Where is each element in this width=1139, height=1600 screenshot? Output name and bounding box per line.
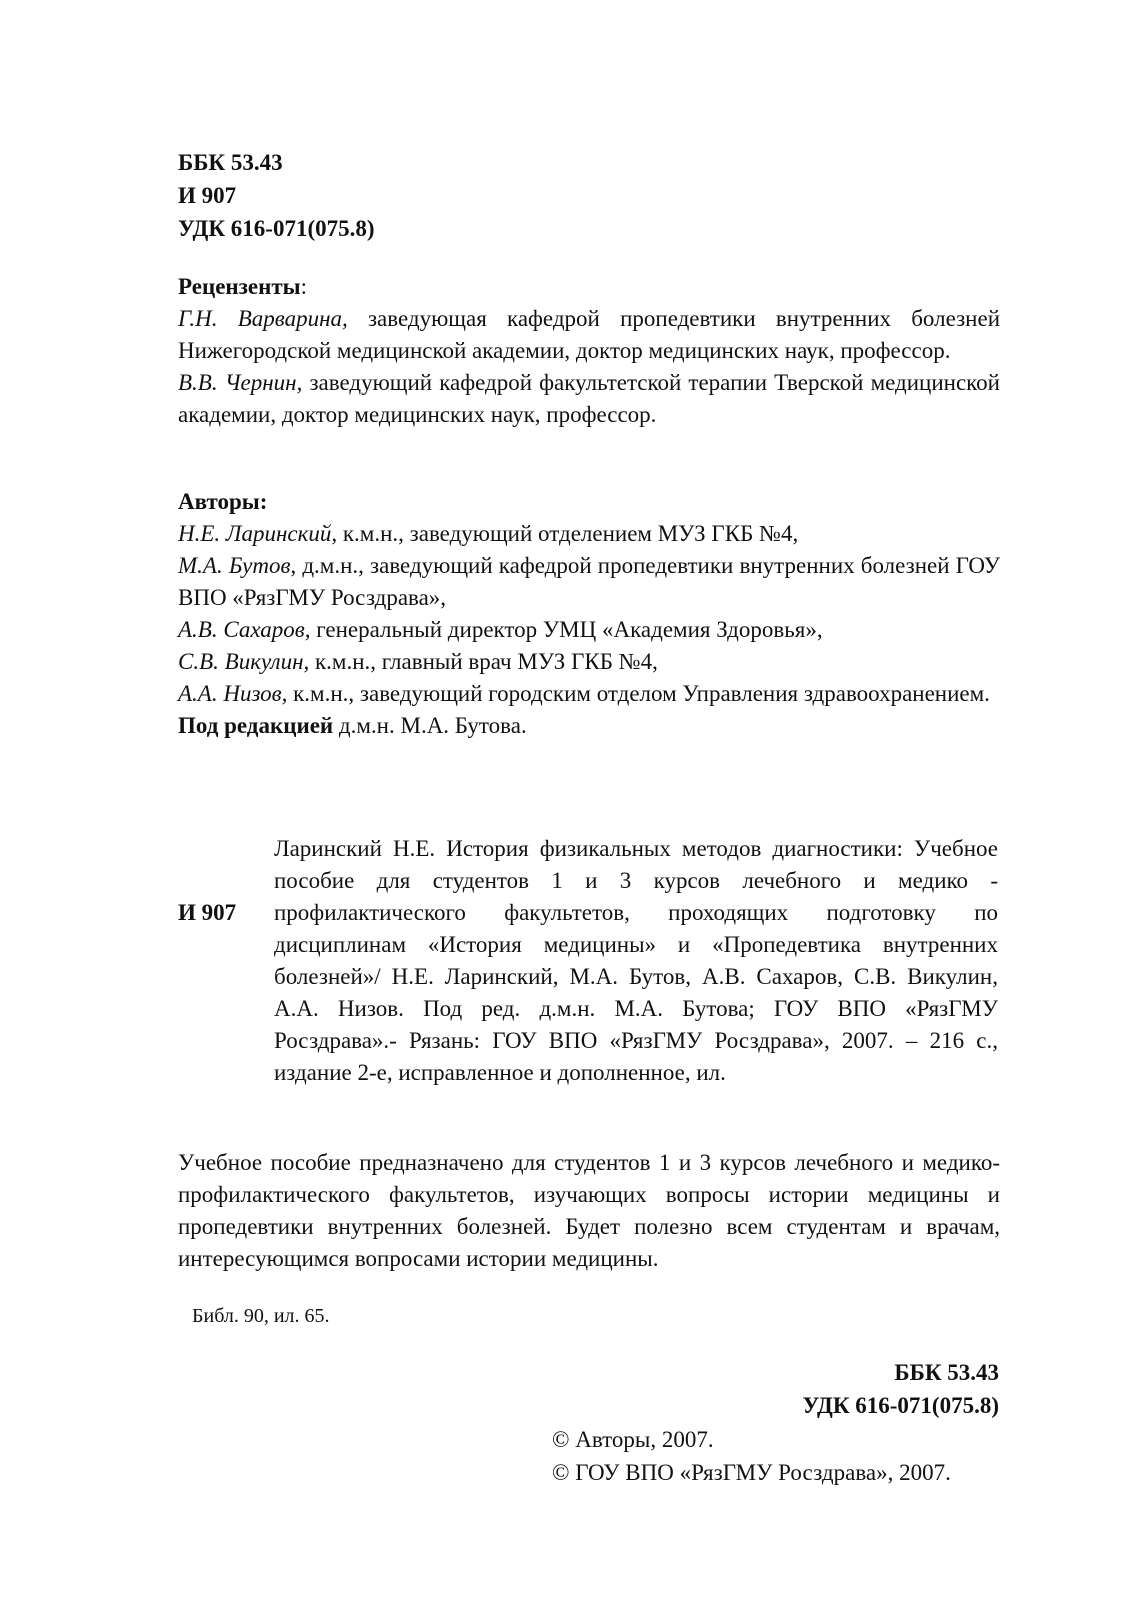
classification-codes-top	[178, 146, 375, 245]
author-details: к.м.н., главный врач МУЗ ГКБ №4,	[309, 649, 658, 674]
copyright-authors: © Авторы, 2007.	[552, 1427, 714, 1452]
reviewer-name: В.В. Чернин,	[178, 370, 303, 395]
copyright-publisher: © ГОУ ВПО «РязГМУ Росздрава», 2007.	[552, 1460, 951, 1485]
udk-code: УДК 616-071(075.8)	[178, 216, 375, 241]
bibliographic-index-code: И 907	[178, 900, 237, 925]
author-name: С.В. Викулин,	[178, 649, 310, 674]
editor-details: д.м.н. М.А. Бутова.	[333, 713, 527, 738]
author-index-code: И 907	[178, 183, 237, 208]
udk-code: УДК 616-071(075.8)	[802, 1393, 999, 1418]
author-name: Н.Е. Ларинский,	[178, 521, 338, 546]
authors-heading: Авторы:	[178, 489, 268, 514]
annotation-paragraph: Учебное пособие предназначено для студентов 1 и 3 курсов лечебного и медико-профилактического факультетов, изучающих вопросы истории медицины и пропедевтики внутренних болезней. Будет полезно всем студентам и врачам, интересующимся вопросами истории медицины.	[178, 1150, 1000, 1271]
author-details: к.м.н., заведующий отделением МУЗ ГКБ №4,	[337, 521, 799, 546]
bibliographic-description: Ларинский Н.Е. История физикальных методов диагностики: Учебное пособие для студентов 1 и 3 курсов лечебного и медико - профилактического факультетов, проходящих подготовку по дисциплинам «История медицины» и «Пропедевтика внутренних болезней»/ Н.Е. Ларинский, М.А. Бутов, А.В. Сахаров, С.В. Викулин, А.А. Низов. Под ред. д.м.н. М.А. Бутова; ГОУ ВПО «РязГМУ Росздрава».- Рязань: ГОУ ВПО «РязГМУ Росздрава», 2007. – 216 с., издание 2-е, исправленное и дополненное, ил.	[274, 836, 998, 1085]
bibliography-note: Библ. 90, ил. 65.	[192, 1305, 330, 1327]
reviewer-entry	[178, 303, 1000, 367]
author-details: генеральный директор УМЦ «Академия Здоровья»,	[310, 617, 823, 642]
editor-label: Под редакцией	[178, 713, 334, 738]
reviewer-entry	[178, 367, 1000, 431]
editor-line	[178, 710, 1000, 742]
reviewers-section	[178, 271, 1000, 431]
authors-section	[178, 486, 1000, 742]
author-entry	[178, 614, 1000, 646]
bbk-code: ББК 53.43	[178, 150, 283, 175]
author-details: к.м.н., заведующий городским отделом Управления здравоохранением.	[287, 681, 990, 706]
author-details: д.м.н., заведующий кафедрой пропедевтики внутренних болезней ГОУ ВПО «РязГМУ Росздрава»,	[178, 553, 1001, 610]
reviewer-details: заведующая кафедрой пропедевтики внутренних болезней Нижегородской медицинской академии, доктор медицинских наук, профессор.	[178, 306, 1001, 363]
reviewer-details: заведующий кафедрой факультетской терапии Тверской медицинской академии, доктор медицинских наук, профессор.	[178, 370, 1000, 427]
reviewer-name: Г.Н. Варварина,	[178, 306, 348, 331]
author-entry	[178, 646, 1000, 678]
author-entry	[178, 518, 1000, 550]
classification-codes-bottom	[802, 1356, 999, 1422]
copyright-block	[552, 1423, 951, 1489]
author-entry	[178, 678, 1000, 710]
author-name: А.А. Низов,	[178, 681, 288, 706]
author-name: М.А. Бутов,	[178, 553, 297, 578]
bbk-code: ББК 53.43	[894, 1360, 999, 1385]
author-entry	[178, 550, 1000, 614]
author-name: А.В. Сахаров,	[178, 617, 311, 642]
reviewers-heading: Рецензенты:	[178, 274, 308, 299]
